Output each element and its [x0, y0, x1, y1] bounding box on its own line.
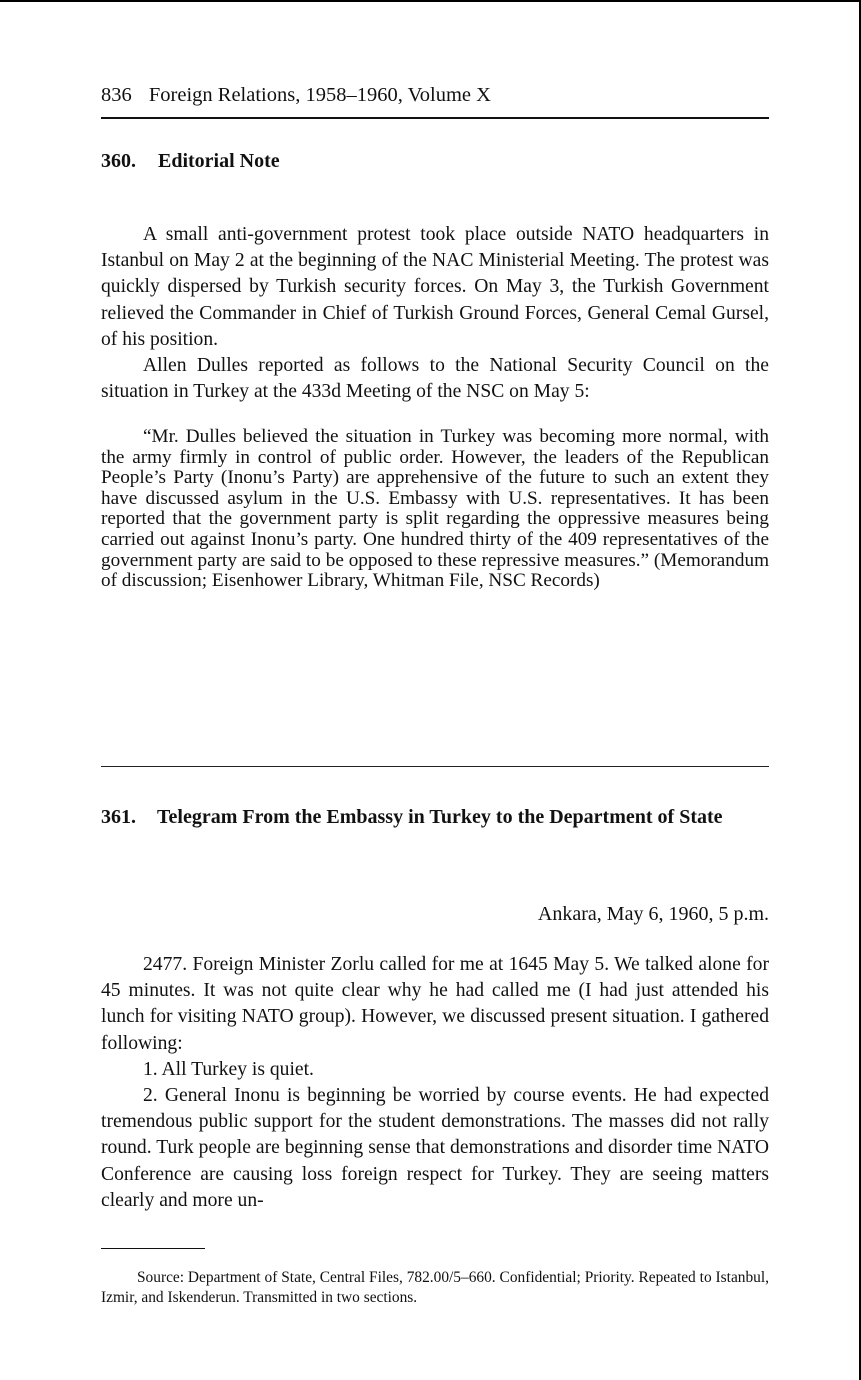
- telegram-list-item: 1. All Turkey is quiet.: [143, 1058, 314, 1080]
- section-360-paragraph: Allen Dulles reported as follows to the National Security Council on the situation in Turkey at the 433d Meeting of the NSC on May 5:: [101, 355, 769, 403]
- telegram-paragraph: 2477. Foreign Minister Zorlu called for me at 1645 May 5. We talked alone for 45 minutes. It was not quite clear why he had called me (I had just attended his lunch for visiting NATO group). However, we discussed present situation. I gathered following:: [101, 954, 769, 1054]
- section-360-title: Editorial Note: [158, 150, 280, 172]
- section-361-number: 361.: [101, 806, 136, 828]
- telegram-list-item: 2. General Inonu is beginning be worried by course events. He had expected tremendous public support for the student demonstrations. The masses did not rally round. Turk people are beginning sense that demonstrations and disorder time NATO Conference are causing loss foreign respect for Turkey. They are seeing matters clearly and more un-: [101, 1085, 769, 1211]
- section-361-heading: [101, 805, 769, 830]
- section-360-paragraph: A small anti-government protest took place outside NATO headquarters in Istanbul on May 2 at the beginning of the NAC Ministerial Meeting. The protest was quickly dispersed by Turkish security forces. On May 3, the Turkish Government relieved the Commander in Chief of Turkish Ground Forces, General Cemal Gursel, of his position.: [101, 224, 769, 350]
- footnote-rule: [101, 1248, 205, 1249]
- section-361-title: Telegram From the Embassy in Turkey to the Department of State: [157, 806, 723, 828]
- section-360-number: 360.: [101, 150, 136, 172]
- page-number: 836: [101, 84, 132, 106]
- running-title: Foreign Relations, 1958–1960, Volume X: [148, 84, 491, 106]
- page-edge-top: [0, 0, 861, 2]
- quote-text: “Mr. Dulles believed the situation in Turkey was becoming more normal, with the army firmly in control of public order. However, the leaders of the Republican People’s Party (Inonu’s Party) are apprehensive of the future to such an extent they have discussed asylum in the U.S. Embassy with U.S. representatives. It has been reported that the government party is split regarding the oppressive measures being carried out against Inonu’s party. One hundred thirty of the 409 representatives of the government party are said to be opposed to these repressive measures.” (Memorandum of discussion; Eisenhower Library, Whitman File, NSC Records): [101, 426, 769, 592]
- footnote-text: Source: Department of State, Central Files, 782.00/5–660. Confidential; Priority. Repeated to Istanbul, Izmir, and Iskenderun. Transmitted in two sections.: [101, 1269, 769, 1306]
- running-header: [101, 84, 769, 107]
- section-divider: [101, 766, 769, 767]
- dulles-quote: [101, 427, 769, 592]
- section-361-body: [101, 952, 769, 1214]
- telegram-dateline: Ankara, May 6, 1960, 5 p.m.: [537, 903, 769, 925]
- section-360-body: [101, 222, 769, 405]
- source-footnote: [101, 1268, 769, 1308]
- header-rule: [101, 117, 769, 119]
- section-360-heading: [101, 150, 280, 173]
